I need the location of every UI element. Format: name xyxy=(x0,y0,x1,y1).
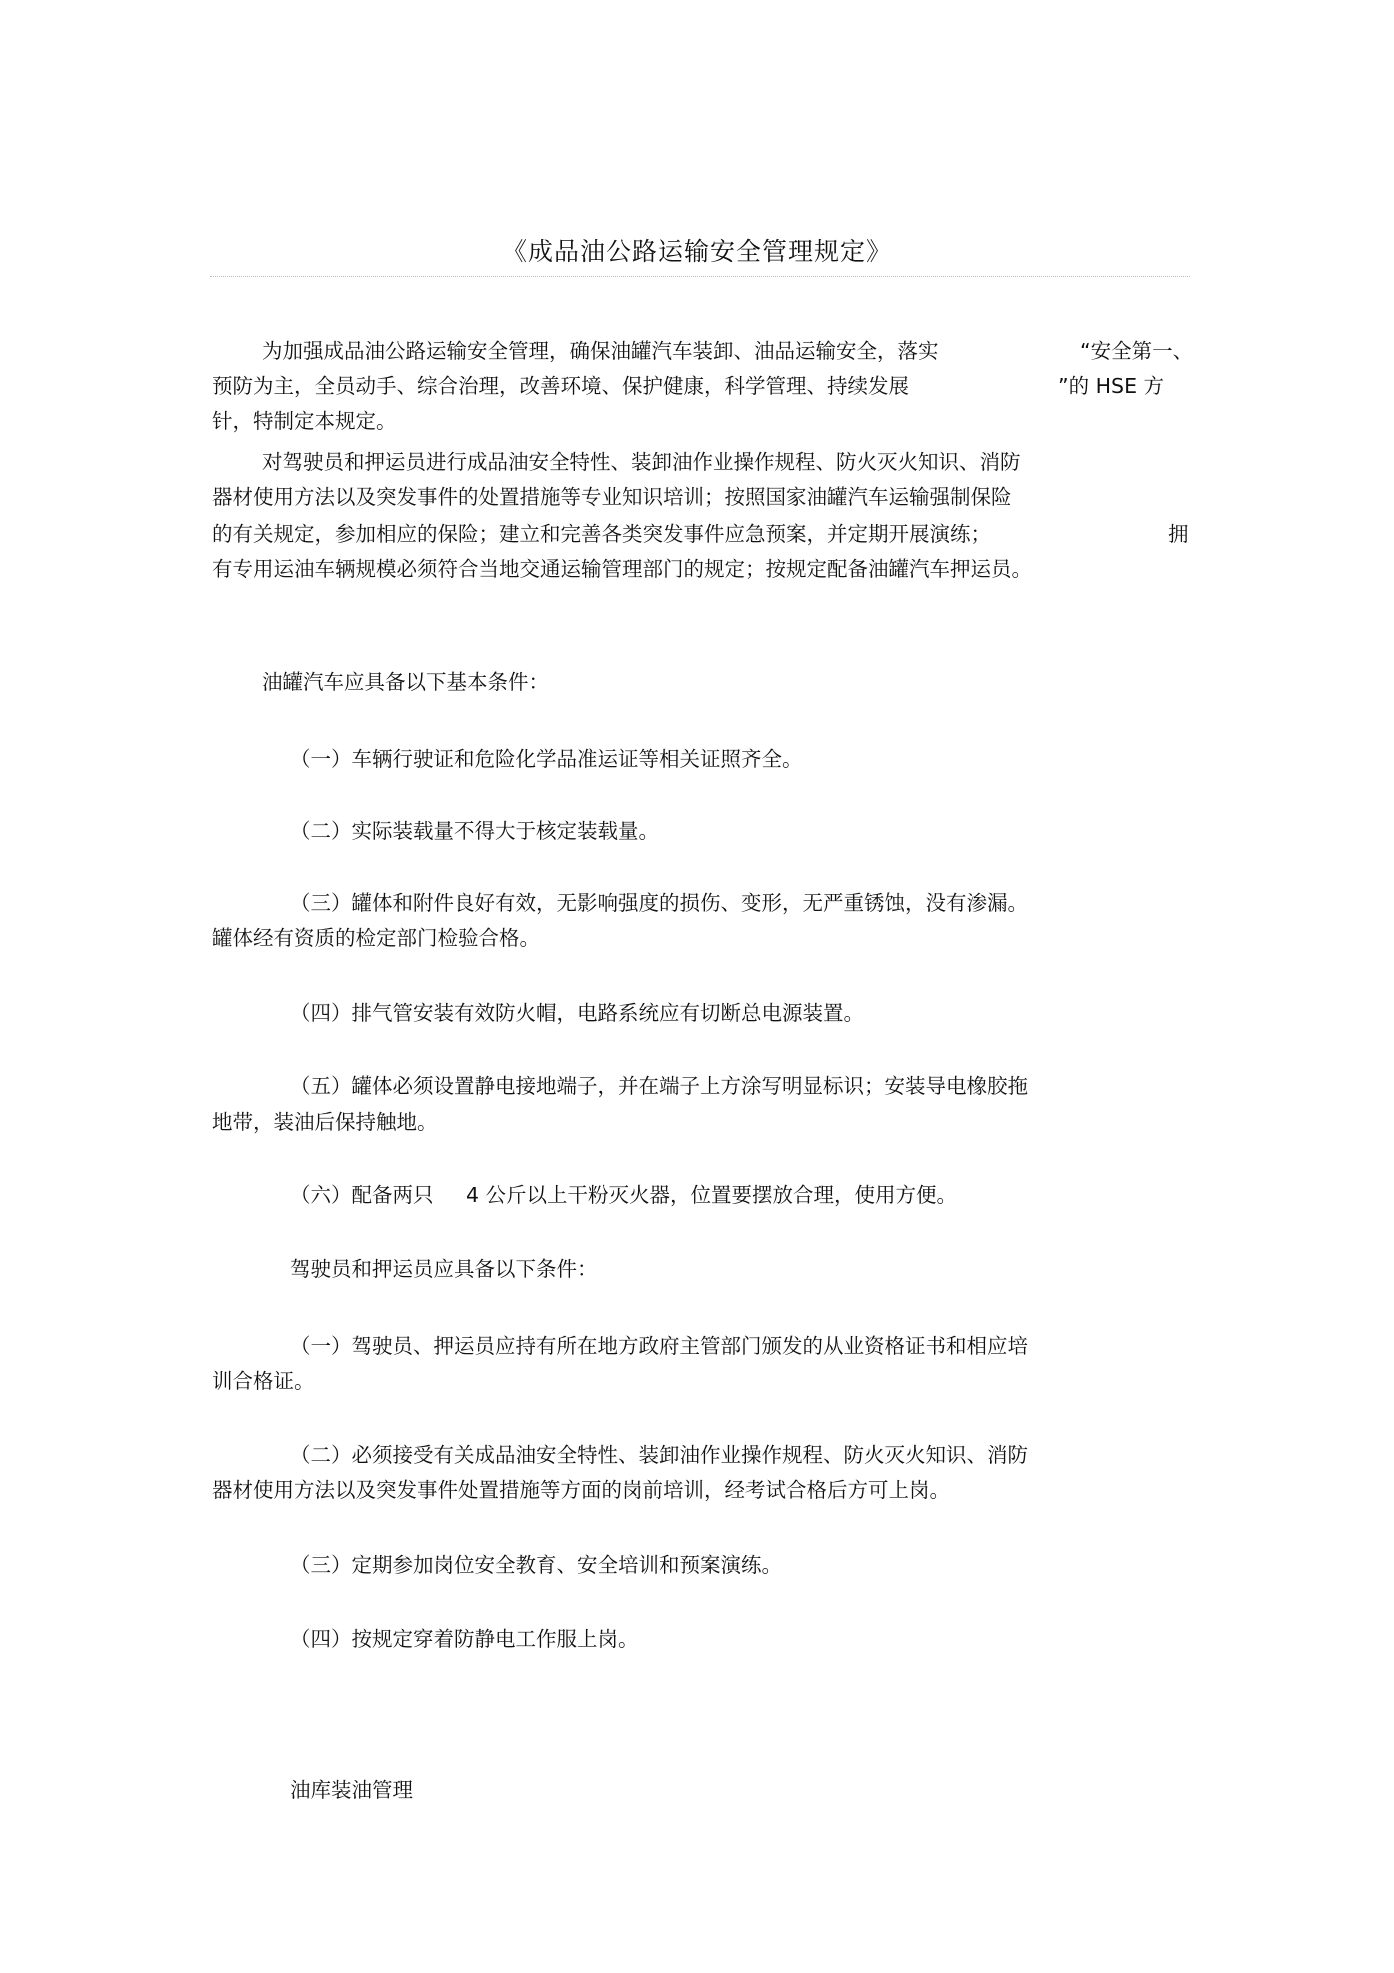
vehicle-item-4: （四）排气管安装有效防火帽，电路系统应有切断总电源装置。 xyxy=(290,1001,864,1025)
staff-heading: 驾驶员和押运员应具备以下条件： xyxy=(290,1257,598,1281)
vehicle-item-5: （五）罐体必须设置静电接地端子，并在端子上方涂写明显标识；安装导电橡胶拖 xyxy=(290,1074,1028,1098)
vehicle-item-1: （一）车辆行驶证和危险化学品准运证等相关证照齐全。 xyxy=(290,747,803,771)
vehicle-item-3-cont: 罐体经有资质的检定部门检验合格。 xyxy=(212,926,540,950)
para2-line-4: 有专用运油车辆规模必须符合当地交通运输管理部门的规定；按规定配备油罐汽车押运员。 xyxy=(212,557,1032,581)
intro-line-3: 针，特制定本规定。 xyxy=(212,409,397,433)
staff-item-1-cont: 训合格证。 xyxy=(212,1369,315,1393)
vehicle-heading: 油罐汽车应具备以下基本条件： xyxy=(262,670,549,694)
staff-item-3: （三）定期参加岗位安全教育、安全培训和预案演练。 xyxy=(290,1553,782,1577)
intro-line-1-quote: “安全第一、 xyxy=(1080,339,1194,363)
vehicle-item-6-tail: 4 公斤以上干粉灭火器，位置要摆放合理，使用方便。 xyxy=(466,1183,958,1207)
intro-line-2-hse: ”的 HSE 方 xyxy=(1058,374,1165,398)
vehicle-item-5-cont: 地带，装油后保持触地。 xyxy=(212,1110,438,1134)
intro-line-2 xyxy=(212,373,909,399)
vehicle-item-3: （三）罐体和附件良好有效，无影响强度的损伤、变形，无严重锈蚀，没有渗漏。 xyxy=(290,891,1028,915)
para2-line-3-tail: 拥 xyxy=(1168,522,1189,546)
vehicle-item-6: （六）配备两只 xyxy=(290,1183,434,1207)
staff-item-2: （二）必须接受有关成品油安全特性、装卸油作业操作规程、防火灭火知识、消防 xyxy=(290,1443,1028,1467)
para2-line-2: 器材使用方法以及突发事件的处置措施等专业知识培训；按照国家油罐汽车运输强制保险 xyxy=(212,485,1012,509)
staff-item-2-cont: 器材使用方法以及突发事件处置措施等方面的岗前培训，经考试合格后方可上岗。 xyxy=(212,1478,950,1502)
intro-line-2-text: 预防为主，全员动手、综合治理，改善环境、保护健康，科学管理、持续发展 xyxy=(212,374,909,398)
vehicle-item-2: （二）实际装载量不得大于核定装载量。 xyxy=(290,819,659,843)
staff-item-4: （四）按规定穿着防静电工作服上岗。 xyxy=(290,1627,639,1651)
depot-heading: 油库装油管理 xyxy=(290,1778,413,1802)
para2-line-1: 对驾驶员和押运员进行成品油安全特性、装卸油作业操作规程、防火灭火知识、消防 xyxy=(262,450,1021,474)
title-divider xyxy=(210,276,1190,277)
staff-item-1: （一）驾驶员、押运员应持有所在地方政府主管部门颁发的从业资格证书和相应培 xyxy=(290,1334,1028,1358)
document-title: 《成品油公路运输安全管理规定》 xyxy=(501,237,892,266)
intro-line-1-text: 为加强成品油公路运输安全管理，确保油罐汽车装卸、油品运输安全，落实 xyxy=(262,339,939,363)
intro-line-1 xyxy=(262,338,939,364)
para2-line-3: 的有关规定，参加相应的保险；建立和完善各类突发事件应急预案，并定期开展演练； xyxy=(212,522,991,546)
